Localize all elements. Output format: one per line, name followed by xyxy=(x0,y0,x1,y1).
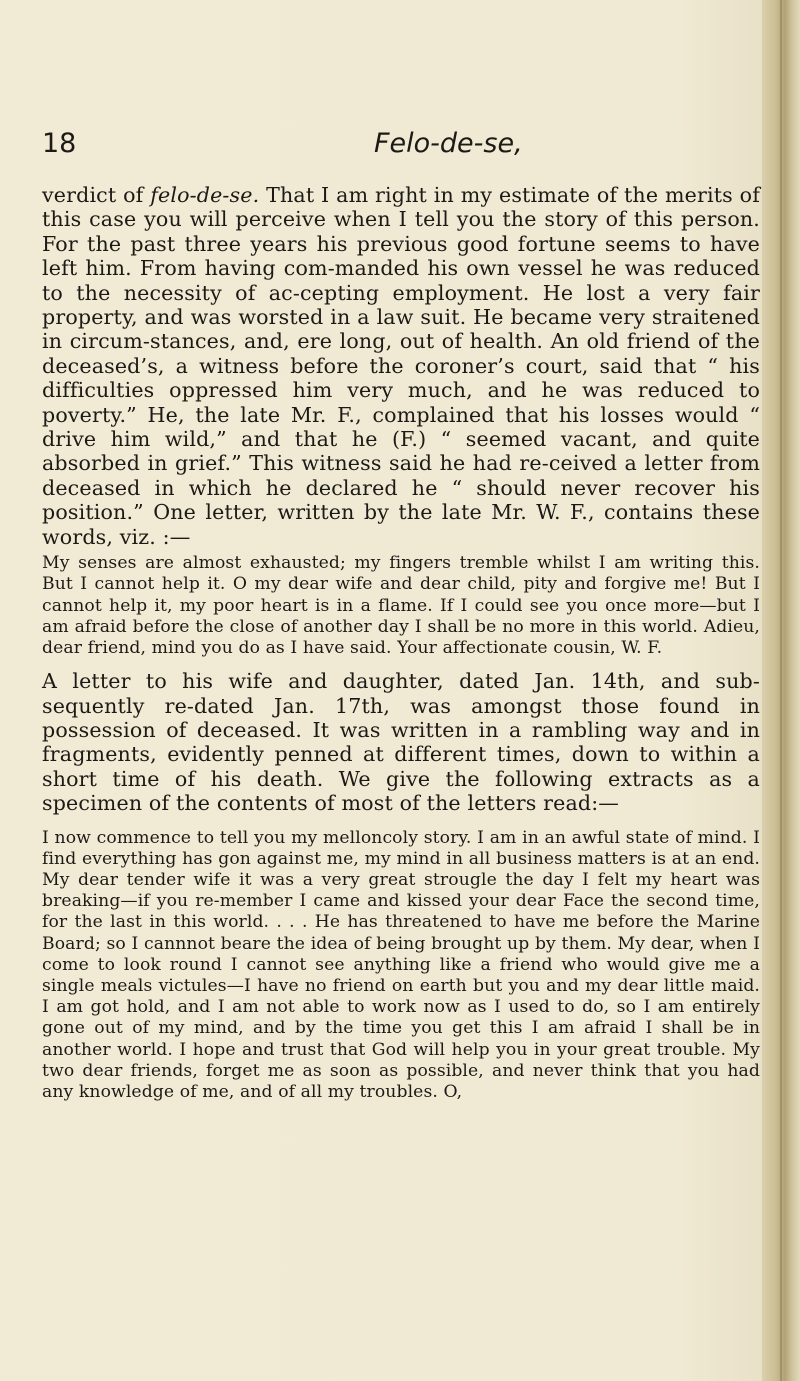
quoted-letter-first: My senses are almost exhausted; my fingers tremble whilst I am writing this. But I cannot help it. O my dear wife and dear child, pity and forgive me! But I cannot help it, my poor heart is in a flame. If I could see you once more—but I am afraid before the close of another day I shall be no more in this world. Adieu, dear friend, mind you do as I have said. Your affectionate cousin, W. F. xyxy=(42,553,760,658)
paragraph-verdict xyxy=(42,183,760,549)
running-head: Felo-de-se, xyxy=(374,128,523,159)
paragraph-verdict-lead: verdict of xyxy=(42,183,151,207)
paragraph-verdict-text: That I am right in my estimate of the merits of this case you will perceive when I tell you the story of this person. For the past three years his previous good fortune seems to have left him. From having com-manded his own vessel he was reduced to the necessity of ac-cepting employment. He lost a very fair property, and was worsted in a law suit. He became very straitened in circum-stances, and, ere long, out of health. An old friend of the deceased’s, a witness before the coroner’s court, said that “ his difficulties oppressed him very much, and he was reduced to poverty.” He, the late Mr. F., complained that his losses would “ drive him wild,” and that he (F.) “ seemed vacant, and quite absorbed in grief.” This witness said he had re-ceived a letter from deceased in which he declared he “ should never recover his position.” One letter, written by the late Mr. W. F., contains these words, viz. :— xyxy=(42,183,760,549)
page-body xyxy=(42,183,760,1103)
paragraph-verdict-italic: felo-de-se. xyxy=(150,183,260,207)
page-header xyxy=(42,128,742,168)
quoted-letter-extracts: I now commence to tell you my melloncoly story. I am in an awful state of mind. I find everything has gon against me, my mind in all business matters is at an end. My dear tender wife it was a very great strougle the day I felt my heart was breaking—if you re-member I came and kissed your dear Face the second time, for the last in this world. . . . He has threatened to have me before the Marine Board; so I cannnot beare the idea of being brought up by them. My dear, when I come to look round I cannot see anything like a friend who would give me a single meals victules—I have no friend on earth but you and my dear little maid. I am got hold, and I am not able to work now as I used to do, so I am entirely gone out of my mind, and by the time you get this I am afraid I shall be in another world. I hope and trust that God will help you in your great trouble. My two dear friends, forget me as soon as possible, and never think that you had any knowledge of me, and of all my troubles. O, xyxy=(42,827,760,1102)
page-number: 18 xyxy=(42,128,77,159)
gutter-line xyxy=(780,0,782,1381)
paragraph-letter-to-wife: A letter to his wife and daughter, dated Jan. 14th, and sub-sequently re-dated Jan. 17th, was amongst those found in possession of deceased. It was written in a rambling way and in fragments, evidently penned at different times, down to within a short time of his death. We give the following extracts as a specimen of the contents of most of the letters read:— xyxy=(42,669,760,816)
